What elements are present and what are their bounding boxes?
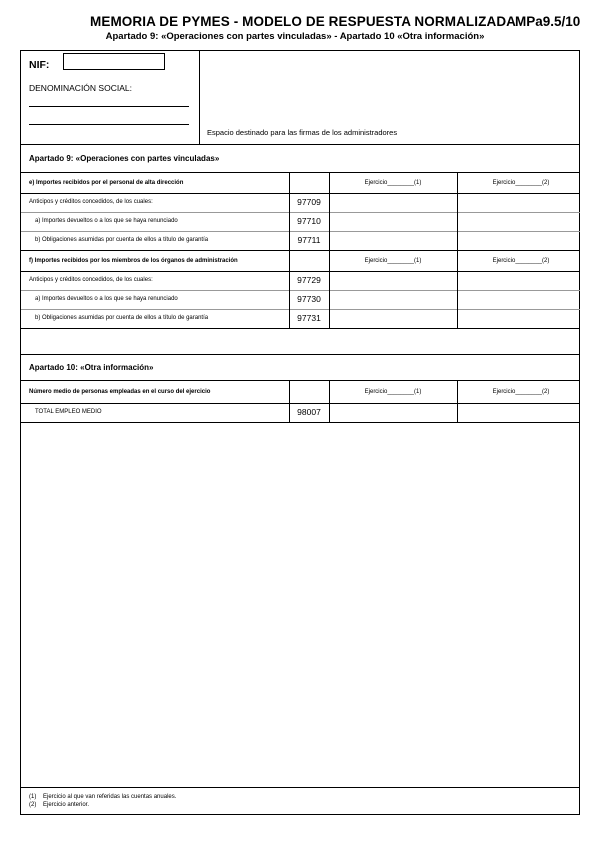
value-cell[interactable] [458, 310, 580, 328]
nif-field[interactable] [63, 53, 165, 70]
divider [21, 172, 579, 173]
section-f-row-code: 97729 [297, 275, 321, 285]
section-f-row-code: 97731 [297, 313, 321, 323]
section-f-col1-header: Ejercicio________(1) [364, 258, 422, 264]
value-cell[interactable] [458, 291, 580, 309]
value-cell[interactable] [330, 291, 457, 309]
column-line-code-left [289, 380, 290, 422]
footnote-text: Ejercicio anterior. [43, 802, 90, 808]
value-cell[interactable] [330, 194, 457, 212]
apartado10-col1-header: Ejercicio________(1) [364, 389, 422, 395]
value-cell[interactable] [330, 213, 457, 231]
denominacion-line-1[interactable] [29, 106, 189, 107]
form-code: MPa9.5/10 [515, 14, 581, 29]
firmas-area-label: Espacio destinado para las firmas de los administradores [207, 128, 398, 137]
page-subtitle: Apartado 9: «Operaciones con partes vinculadas» - Apartado 10 «Otra información» [105, 31, 485, 42]
value-cell[interactable] [330, 310, 457, 328]
footnote-mark: (1) [29, 794, 37, 800]
value-cell[interactable] [458, 272, 580, 290]
footnote-mark: (2) [29, 802, 37, 808]
value-cell[interactable] [330, 404, 457, 422]
nif-label: NIF: [29, 59, 50, 71]
section-f-col2-header: Ejercicio________(2) [492, 258, 550, 264]
denominacion-label: DENOMINACIÓN SOCIAL: [29, 83, 132, 93]
value-cell[interactable] [458, 404, 580, 422]
footnote-text: Ejercicio al que van referidas las cuentas anuales. [43, 794, 177, 800]
apartado10-col2-header: Ejercicio________(2) [492, 389, 550, 395]
denominacion-line-2[interactable] [29, 124, 189, 125]
section-f-row-code: 97730 [297, 294, 321, 304]
section-e-row-label: a) Importes devueltos o a los que se haya renunciado [35, 218, 178, 224]
apartado10-row-label: TOTAL EMPLEO MEDIO [35, 409, 102, 415]
section-e-row-code: 97711 [297, 235, 321, 245]
section-e-col1-header: Ejercicio________(1) [364, 180, 422, 186]
divider [21, 354, 579, 355]
column-line-code-left [289, 172, 290, 328]
identification-divider [199, 51, 200, 144]
divider [21, 250, 579, 251]
divider [21, 787, 579, 788]
value-cell[interactable] [458, 232, 580, 250]
section-e-row-code: 97709 [297, 197, 321, 207]
section-e-col2-header: Ejercicio________(2) [492, 180, 550, 186]
divider [21, 328, 579, 329]
apartado9-title: Apartado 9: «Operaciones con partes vinculadas» [29, 154, 220, 163]
section-e-row-code: 97710 [297, 216, 321, 226]
section-e-row-label: b) Obligaciones asumidas por cuenta de ellos a título de garantía [35, 237, 209, 243]
section-f-row-label: Anticipos y créditos concedidos, de los cuales: [29, 277, 153, 283]
divider [21, 380, 579, 381]
apartado10-row-code: 98007 [297, 407, 321, 417]
section-f-header: f) Importes recibidos por los miembros de los órganos de administración [29, 258, 238, 264]
apartado10-title: Apartado 10: «Otra información» [29, 363, 154, 372]
value-cell[interactable] [458, 213, 580, 231]
free-text-area[interactable] [21, 423, 580, 787]
page-title: MEMORIA DE PYMES - MODELO DE RESPUESTA NORMALIZADA [90, 14, 517, 29]
form-frame [20, 50, 580, 815]
section-f-row-label: b) Obligaciones asumidas por cuenta de ellos a título de garantía [35, 315, 209, 321]
section-e-header: e) Importes recibidos por el personal de alta dirección [29, 180, 184, 186]
value-cell[interactable] [330, 232, 457, 250]
section-e-row-label: Anticipos y créditos concedidos, de los cuales: [29, 199, 153, 205]
apartado10-header: Número medio de personas empleadas en el curso del ejercicio [29, 389, 211, 395]
value-cell[interactable] [330, 272, 457, 290]
divider [21, 144, 579, 145]
value-cell[interactable] [458, 194, 580, 212]
section-f-row-label: a) Importes devueltos o a los que se haya renunciado [35, 296, 178, 302]
